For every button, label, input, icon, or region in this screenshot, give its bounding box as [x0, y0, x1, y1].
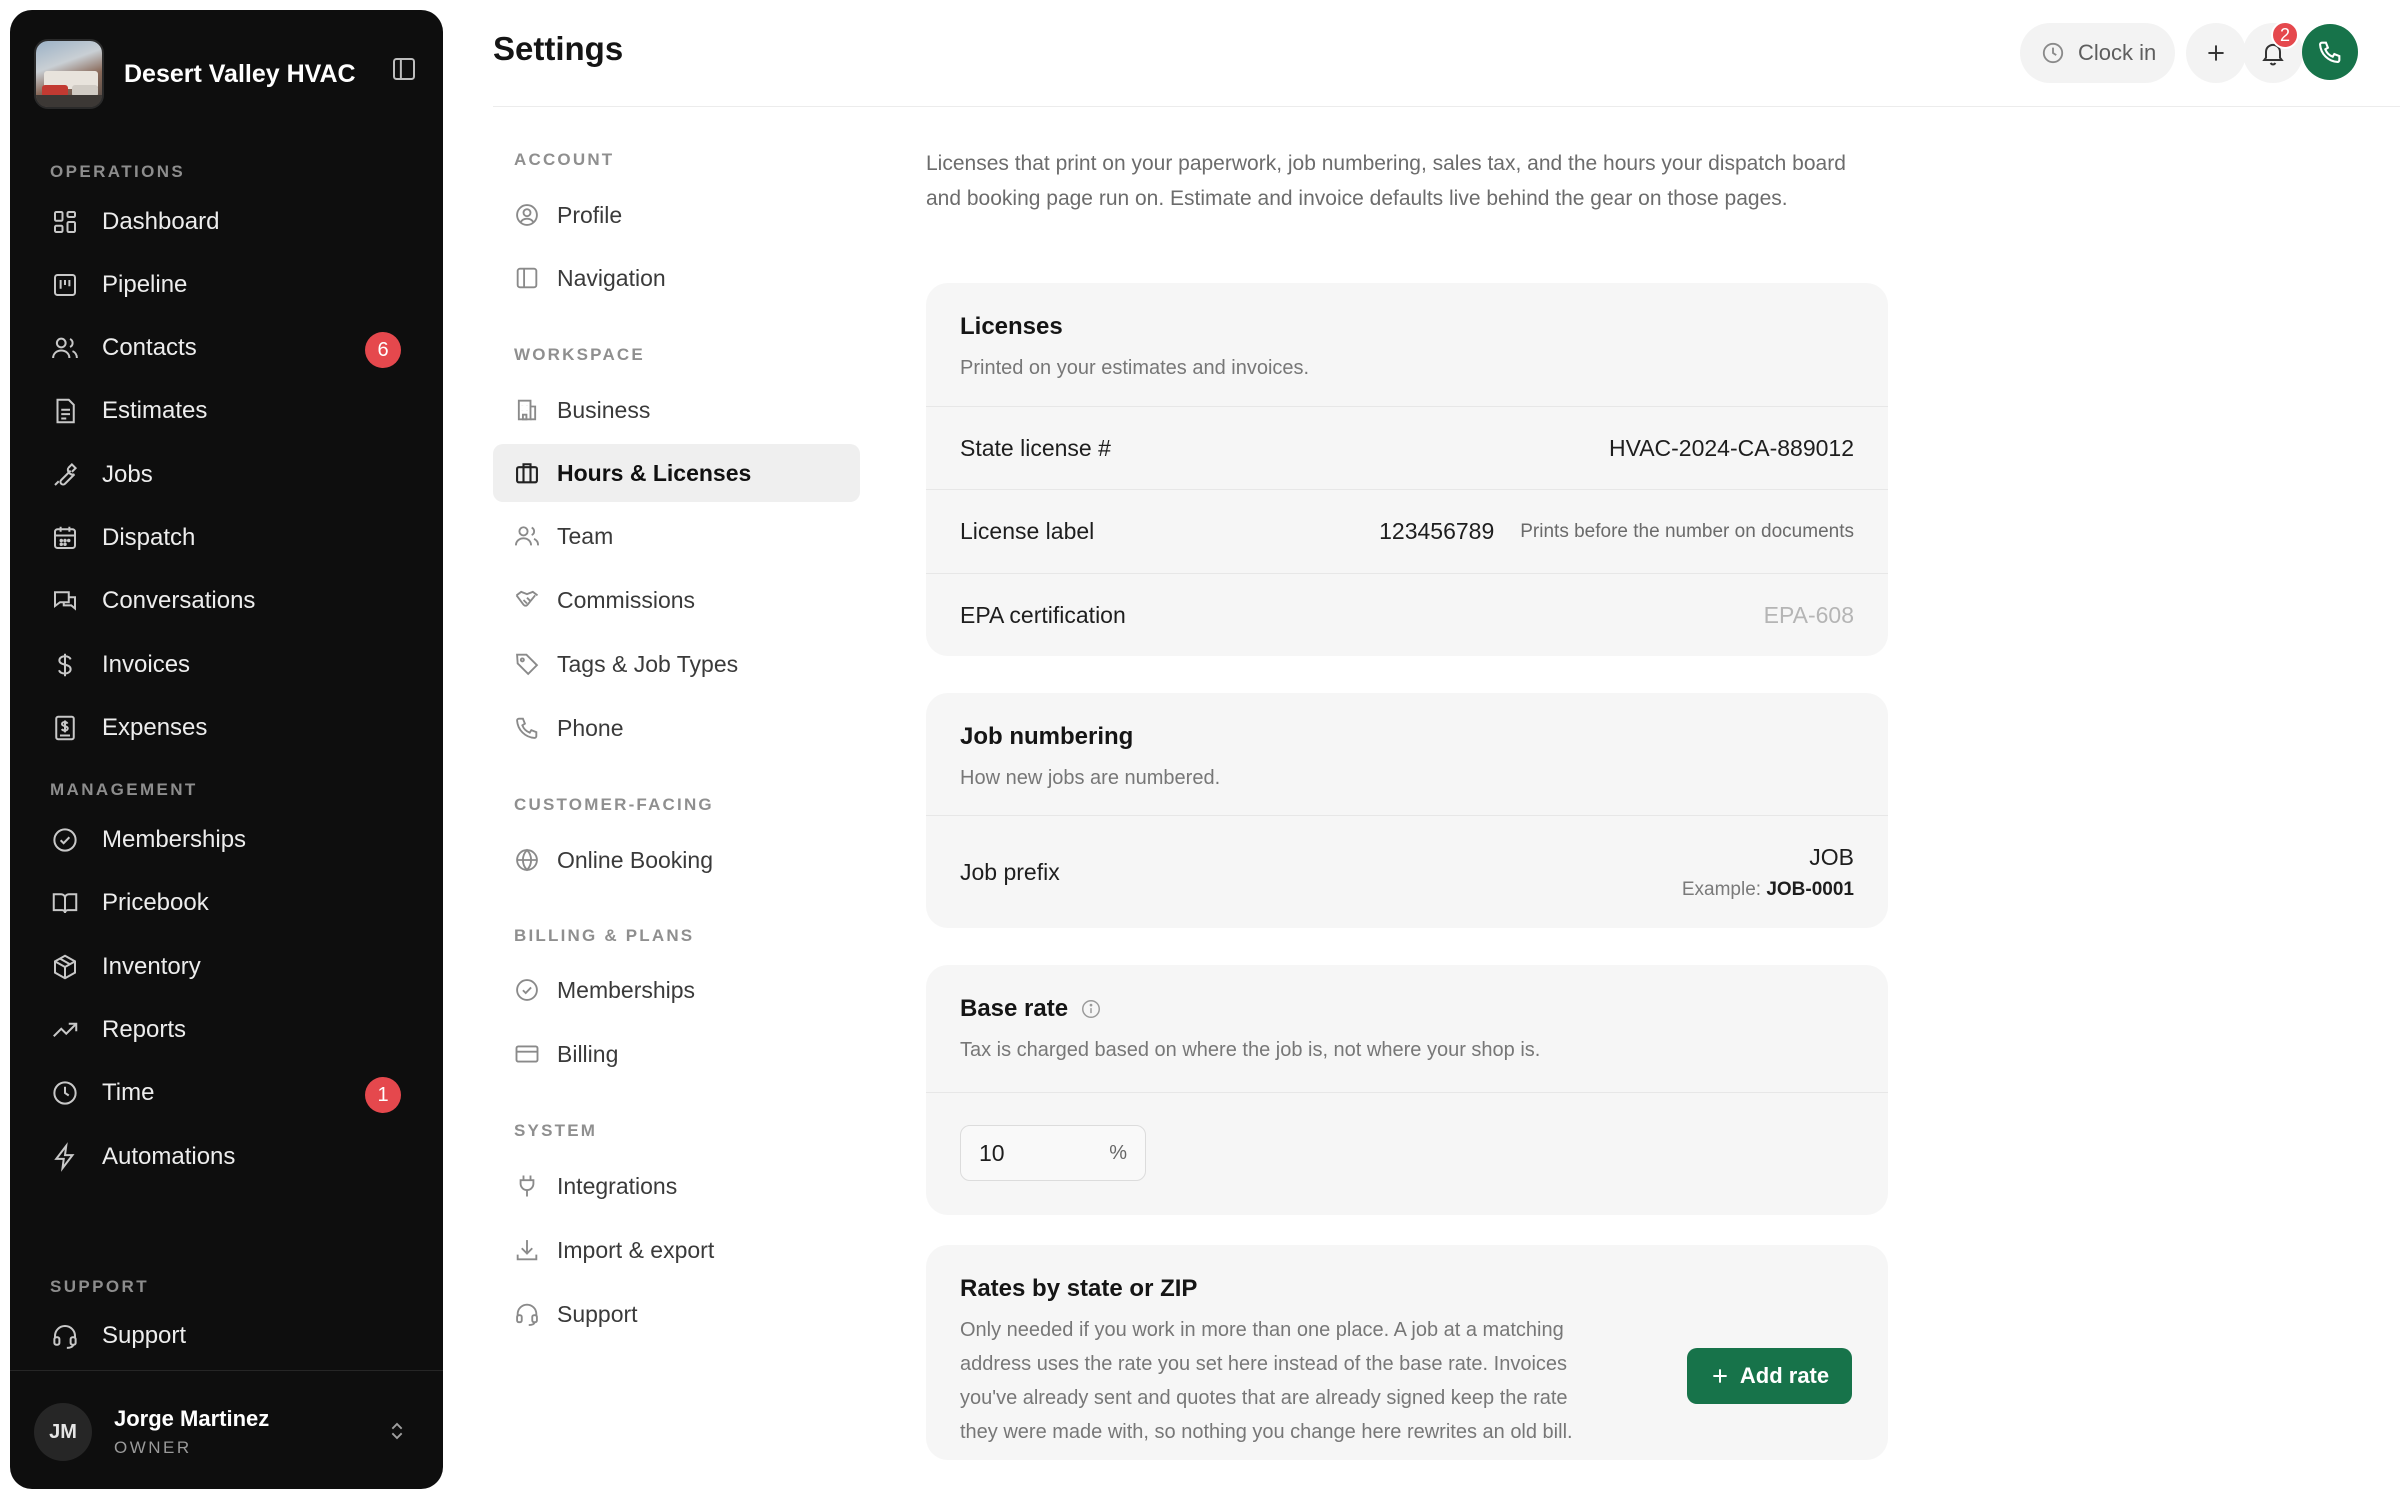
sidebar-item-jobs[interactable]	[34, 447, 419, 503]
settings-section-workspace: WORKSPACE	[514, 345, 645, 364]
license-label-label: License label	[960, 518, 1095, 544]
trend-icon	[50, 1015, 80, 1045]
nav-section-support: SUPPORT	[50, 1277, 149, 1296]
settings-item-navigation[interactable]	[493, 249, 860, 307]
sidebar-item-expenses[interactable]	[34, 700, 419, 756]
sidebar-item-label: Automations	[102, 1143, 236, 1170]
nav-section-operations: OPERATIONS	[50, 162, 186, 181]
job-prefix-field[interactable]: JOB	[1809, 843, 1854, 870]
bolt-icon	[50, 1142, 80, 1172]
sidebar-item-pipeline[interactable]	[34, 257, 419, 313]
box-icon	[50, 952, 80, 982]
sidebar-toggle-icon[interactable]	[389, 54, 419, 84]
state-license-field[interactable]: HVAC-2024-CA-889012	[1608, 434, 1854, 461]
download-icon	[513, 1236, 541, 1264]
badge-check-icon	[513, 976, 541, 1004]
sidebar-item-pricebook[interactable]	[34, 875, 419, 931]
tag-icon	[513, 650, 541, 678]
contacts-count-badge: 6	[365, 332, 401, 368]
clock-icon	[50, 1078, 80, 1108]
building-icon	[513, 396, 541, 424]
sidebar-item-label: Invoices	[102, 651, 191, 678]
chevron-up-down-icon[interactable]	[383, 1417, 411, 1445]
epa-certification-field[interactable]: EPA-608	[1763, 601, 1854, 628]
sidebar-item-estimates[interactable]	[34, 383, 419, 439]
sidebar-item-automations[interactable]	[34, 1129, 419, 1185]
job-numbering-subtitle: How new jobs are numbered.	[960, 767, 1221, 789]
settings-item-label: Profile	[557, 201, 623, 228]
sidebar-item-inventory[interactable]	[34, 939, 419, 995]
settings-item-phone[interactable]	[493, 699, 860, 757]
info-icon[interactable]	[1080, 998, 1102, 1020]
clock-icon	[2040, 40, 2066, 66]
sidebar-item-label: Estimates	[102, 397, 208, 424]
settings-item-memberships[interactable]	[493, 961, 860, 1019]
sidebar-item-label: Pipeline	[102, 271, 188, 298]
base-rate-subtitle: Tax is charged based on where the job is, not where your shop is.	[960, 1039, 1541, 1061]
add-button[interactable]	[2186, 23, 2246, 83]
clock-in-button[interactable]	[2020, 23, 2175, 83]
briefcase-icon	[513, 459, 541, 487]
settings-item-label: Phone	[557, 714, 624, 741]
sidebar-item-label: Dispatch	[102, 524, 196, 551]
receipt-icon	[50, 713, 80, 743]
sidebar-item-label: Contacts	[102, 334, 197, 361]
sidebar-item-label: Pricebook	[102, 889, 209, 916]
headset-icon	[50, 1321, 80, 1351]
base-rate-value: 10	[979, 1139, 1005, 1166]
settings-section-customer-facing: CUSTOMER-FACING	[514, 795, 714, 814]
business-name: Desert Valley HVAC	[124, 60, 356, 88]
settings-item-label: Support	[557, 1300, 638, 1327]
user-menu[interactable]	[34, 1390, 419, 1474]
licenses-card	[926, 283, 1888, 656]
pipeline-icon	[50, 270, 80, 300]
epa-certification-label: EPA certification	[960, 601, 1126, 628]
contacts-icon	[50, 333, 80, 363]
calendar-icon	[50, 523, 80, 553]
chat-icon	[50, 586, 80, 616]
sidebar-item-label: Support	[102, 1322, 187, 1349]
add-rate-label: Add rate	[1739, 1363, 1830, 1388]
license-label-hint: Prints before the number on documents	[1520, 520, 1854, 542]
plug-icon	[513, 1172, 541, 1200]
sidebar-item-dashboard[interactable]	[34, 194, 419, 250]
settings-item-label: Online Booking	[557, 846, 713, 873]
base-rate-title: Base rate	[960, 995, 1069, 1022]
rates-by-state-title: Rates by state or ZIP	[960, 1275, 1198, 1302]
settings-item-label: Billing	[557, 1040, 619, 1067]
sidebar-item-label: Memberships	[102, 826, 247, 853]
settings-section-system: SYSTEM	[514, 1121, 598, 1140]
settings-item-billing[interactable]	[493, 1025, 860, 1083]
settings-item-label: Integrations	[557, 1172, 678, 1199]
phone-icon	[2316, 38, 2344, 66]
settings-item-label: Business	[557, 396, 651, 423]
settings-item-integrations[interactable]	[493, 1157, 860, 1215]
settings-item-tags-job-types[interactable]	[493, 635, 860, 693]
sidebar-item-time[interactable]	[34, 1065, 419, 1121]
job-prefix-example-value: JOB-0001	[1766, 878, 1854, 900]
sidebar-item-label: Reports	[102, 1016, 187, 1043]
license-label-field[interactable]: 123456789	[1379, 518, 1495, 544]
phone-button[interactable]	[2302, 24, 2358, 80]
settings-item-label: Memberships	[557, 976, 696, 1003]
notifications-button[interactable]	[2243, 23, 2303, 83]
sidebar-item-reports[interactable]	[34, 1002, 419, 1058]
nav-section-management: MANAGEMENT	[50, 780, 198, 799]
dashboard-icon	[50, 207, 80, 237]
settings-item-team[interactable]	[493, 507, 860, 565]
job-prefix-example-label: Example:	[1681, 878, 1762, 900]
header-divider	[493, 106, 2400, 107]
base-rate-card	[926, 965, 1888, 1215]
user-name: Jorge Martinez	[114, 1406, 270, 1431]
sidebar-item-dispatch[interactable]	[34, 510, 419, 566]
rates-by-state-subtitle: Only needed if you work in more than one place. A job at a matching address uses the rate you set here instead of the base rate. Invoices you've already sent and quotes that are already signed keep the rate they were made with, so nothing you change here rewrites an old bill.	[960, 1319, 1573, 1443]
settings-intro: Licenses that print on your paperwork, job numbering, sales tax, and the hours your dispatch board and booking page run on. Estimate and invoice defaults live behind the gear on those pages.	[926, 152, 1846, 210]
licenses-title: Licenses	[960, 313, 1063, 340]
sidebar-item-memberships[interactable]	[34, 812, 419, 868]
settings-item-label: Commissions	[557, 586, 696, 613]
phone-icon	[513, 714, 541, 742]
sidebar-item-label: Jobs	[102, 461, 153, 488]
plus-icon	[2203, 40, 2229, 66]
state-license-row[interactable]	[926, 406, 1888, 489]
sidebar-divider	[10, 1370, 443, 1371]
job-numbering-title: Job numbering	[960, 723, 1134, 750]
settings-item-commissions[interactable]	[493, 571, 860, 629]
job-prefix-label: Job prefix	[960, 858, 1060, 885]
globe-icon	[513, 846, 541, 874]
headset-icon	[513, 1300, 541, 1328]
user-role: OWNER	[114, 1438, 192, 1457]
settings-item-profile[interactable]	[493, 186, 860, 244]
settings-item-online-booking[interactable]	[493, 831, 860, 889]
base-rate-input[interactable]	[960, 1125, 1146, 1181]
time-count-badge: 1	[365, 1077, 401, 1113]
sidebar-item-label: Expenses	[102, 714, 208, 741]
state-license-label: State license #	[960, 434, 1111, 461]
settings-item-import-export[interactable]	[493, 1221, 860, 1279]
credit-card-icon	[513, 1040, 541, 1068]
settings-item-business[interactable]	[493, 381, 860, 439]
settings-item-label: Team	[557, 522, 614, 549]
team-icon	[513, 522, 541, 550]
sidebar	[10, 10, 443, 1489]
settings-item-label: Hours & Licenses	[557, 459, 752, 486]
settings-item-label: Navigation	[557, 264, 666, 291]
brand[interactable]	[34, 34, 419, 114]
plus-icon	[1710, 1366, 1730, 1386]
avatar: JM	[34, 1403, 92, 1461]
job-numbering-card	[926, 693, 1888, 928]
rates-by-state-card	[926, 1245, 1888, 1460]
sidebar-item-support[interactable]	[34, 1308, 419, 1364]
settings-item-support[interactable]	[493, 1285, 860, 1343]
sidebar-item-conversations[interactable]	[34, 573, 419, 629]
notification-badge: 2	[2271, 21, 2299, 49]
business-logo	[34, 39, 104, 109]
user-circle-icon	[513, 201, 541, 229]
sidebar-item-contacts[interactable]	[34, 320, 419, 376]
sidebar-item-label: Conversations	[102, 587, 256, 614]
badge-check-icon	[50, 825, 80, 855]
page-title: Settings	[493, 30, 624, 67]
sidebar-item-label: Time	[102, 1079, 155, 1106]
job-prefix-row[interactable]	[926, 815, 1888, 928]
sidebar-icon	[513, 264, 541, 292]
settings-item-label: Tags & Job Types	[557, 650, 739, 677]
settings-item-hours-licenses[interactable]	[493, 444, 860, 502]
handshake-icon	[513, 586, 541, 614]
sidebar-item-label: Inventory	[102, 953, 201, 980]
sidebar-item-label: Dashboard	[102, 208, 220, 235]
license-label-row[interactable]	[926, 489, 1888, 573]
estimates-icon	[50, 396, 80, 426]
book-icon	[50, 888, 80, 918]
settings-item-label: Import & export	[557, 1236, 715, 1263]
settings-section-account: ACCOUNT	[514, 150, 615, 169]
clock-in-label: Clock in	[2078, 40, 2157, 65]
settings-section-billing: BILLING & PLANS	[514, 926, 695, 945]
dollar-icon	[50, 650, 80, 680]
sidebar-item-invoices[interactable]	[34, 637, 419, 693]
licenses-subtitle: Printed on your estimates and invoices.	[960, 357, 1310, 379]
wrench-icon	[50, 460, 80, 490]
epa-certification-row[interactable]	[926, 573, 1888, 656]
add-rate-button[interactable]	[1687, 1348, 1852, 1404]
percent-symbol: %	[1109, 1141, 1127, 1164]
